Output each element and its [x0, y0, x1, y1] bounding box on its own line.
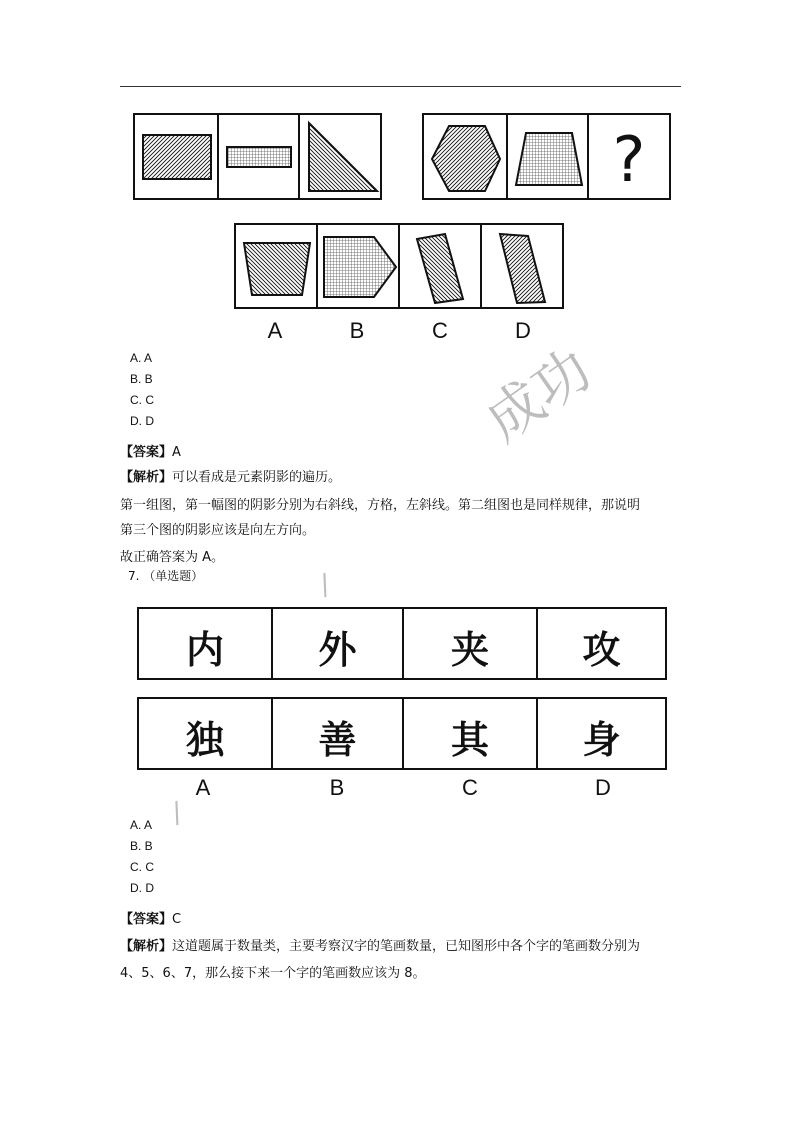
grid-rectangle [227, 147, 291, 167]
hanzi-char: 身 [582, 717, 621, 762]
hanzi-char: 外 [318, 627, 357, 672]
grid-pentagon [324, 237, 396, 297]
watermark-text: 成功 [474, 336, 604, 455]
q7-option-a-cell [137, 697, 273, 770]
q7-option-label-b: B [329, 775, 345, 800]
q6-option-d-cell [480, 223, 564, 309]
q6-option-label-a: A [267, 318, 283, 343]
q6-explanation-line-2: 第三个图的阴影应该是向左方向。 [120, 523, 316, 538]
answer-value: C [172, 912, 182, 927]
q7-seq-cell-4 [536, 607, 667, 680]
q6-choice-d[interactable]: D. D [130, 414, 154, 428]
q6-seq-cell-2 [217, 113, 300, 200]
hatched-rectangle [143, 135, 211, 179]
q6-option-label-b: B [349, 318, 365, 343]
hanzi-char: 其 [450, 717, 489, 762]
q7-option-b-cell [271, 697, 404, 770]
analysis-label: 【解析】 [120, 939, 173, 954]
q6-seq-cell-unknown [587, 113, 671, 200]
q7-header [128, 567, 203, 584]
hatched-parallelogram-left [417, 234, 463, 303]
analysis-text: 这道题属于数量类，主要考察汉字的笔画数量，已知图形中各个字的笔画数分别为 [172, 939, 641, 954]
q7-analysis-line-2: 4、5、6、7，那么接下来一个字的笔画数应该为 8。 [120, 966, 426, 981]
q7-seq-cell-2 [271, 607, 404, 680]
q7-option-c-cell [402, 697, 538, 770]
watermark-fragment-2: / [166, 795, 187, 830]
hanzi-char: 善 [318, 717, 357, 762]
answer-value: A [172, 445, 181, 460]
q6-seq-cell-3 [298, 113, 382, 200]
q6-seq-cell-4 [422, 113, 508, 200]
q6-option-a-cell [234, 223, 318, 309]
q7-option-label-c: C [462, 775, 478, 800]
grid-trapezoid [516, 133, 582, 185]
watermark-fragment-1: / [314, 567, 335, 602]
q7-seq-cell-1 [137, 607, 273, 680]
q7-analysis [120, 935, 640, 954]
q6-option-label-d: D [515, 318, 531, 343]
q6-explanation-line-1: 第一组图，第一幅图的阴影分别为右斜线，方格，左斜线。第二组图也是同样规律，那说明 [120, 498, 641, 513]
q7-option-d-cell [536, 697, 667, 770]
answer-label: 【答案】 [120, 912, 173, 927]
question-number: 7. [128, 569, 140, 583]
q6-choice-c[interactable]: C. C [130, 393, 154, 407]
hatched-parallelogram-right [500, 234, 545, 303]
analysis-label: 【解析】 [120, 470, 173, 485]
header-rule [120, 86, 681, 87]
q6-answer [120, 441, 181, 460]
hanzi-char: 内 [185, 627, 224, 672]
q6-option-b-cell [316, 223, 400, 309]
q7-option-label-d: D [595, 775, 611, 800]
q7-choice-d[interactable]: D. D [130, 881, 154, 895]
q7-choice-c[interactable]: C. C [130, 860, 154, 874]
hanzi-char: 夹 [450, 627, 489, 672]
q7-answer [120, 908, 181, 927]
q6-seq-cell-1 [133, 113, 219, 200]
question-mark: ? [612, 123, 646, 196]
analysis-text: 可以看成是元素阴影的遍历。 [172, 470, 342, 485]
q6-choice-a[interactable]: A. A [130, 351, 153, 365]
q7-choice-b[interactable]: B. B [130, 839, 153, 853]
hatched-triangle [309, 123, 377, 191]
q6-option-label-c: C [432, 318, 448, 343]
q6-option-c-cell [398, 223, 482, 309]
hatched-trapezoid [244, 243, 310, 295]
q6-analysis [120, 466, 341, 485]
answer-label: 【答案】 [120, 445, 173, 460]
hatched-hexagon [432, 126, 500, 191]
hanzi-char: 独 [185, 717, 224, 762]
q6-choice-b[interactable]: B. B [130, 372, 153, 386]
hanzi-char: 攻 [582, 627, 621, 672]
q7-seq-cell-3 [402, 607, 538, 680]
q6-conclusion: 故正确答案为 A。 [120, 550, 225, 565]
q7-choice-a[interactable]: A. A [130, 818, 153, 832]
q6-seq-cell-5 [506, 113, 589, 200]
question-type: （单选题） [143, 569, 204, 583]
q7-option-label-a: A [195, 775, 211, 800]
